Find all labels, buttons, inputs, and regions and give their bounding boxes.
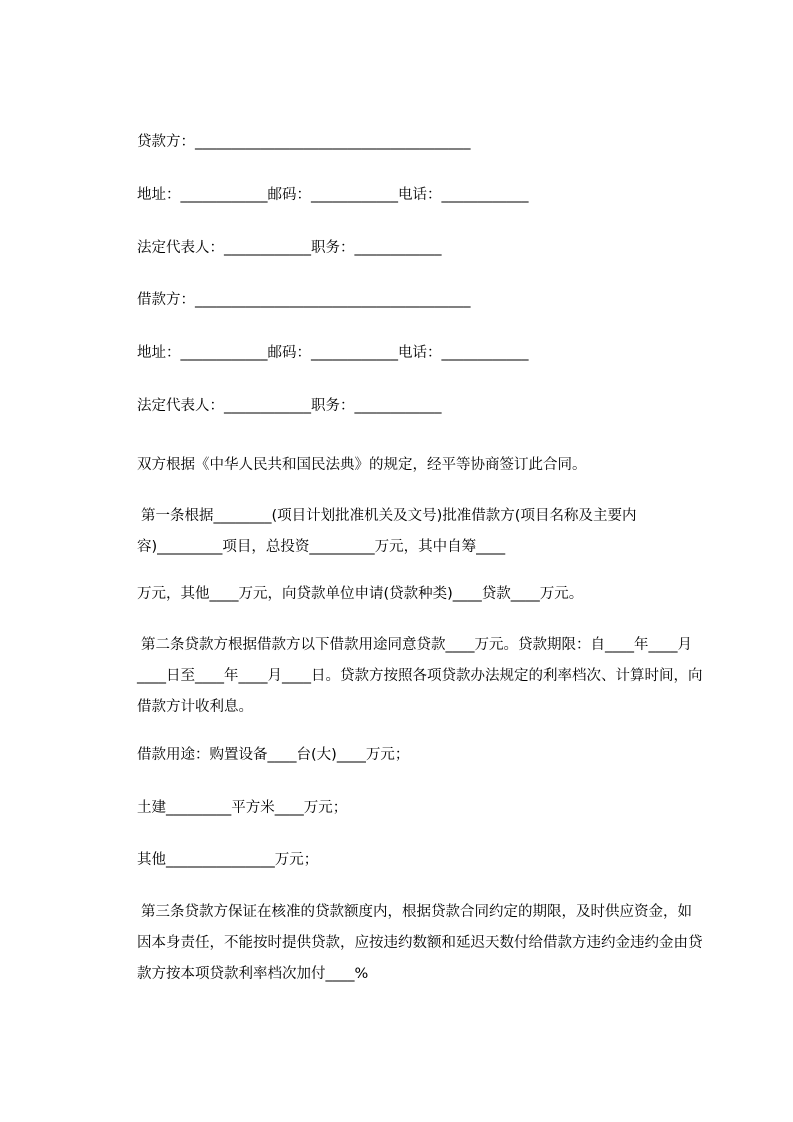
lender-name-line: 贷款方：______________________________________ — [137, 134, 471, 150]
article-1-continuation: 万元，其他____万元，向贷款单位申请(贷款种类)____贷款____万元。 — [137, 586, 584, 602]
borrower-representative-line: 法定代表人：____________职务：____________ — [137, 398, 442, 414]
article-2-paragraph: 第二条贷款方根据借款方以下借款用途同意贷款____万元。贷款期限：自____年____月____日至____年____月____日。贷款方按照各项贷款办法规定的利率档次、计算时间，向借款方计收利息。 — [137, 637, 703, 715]
article-1-paragraph: 第一条根据________(项目计划批准机关及文号)批准借款方(项目名称及主要内容)_________项目，总投资_________万元，其中自筹____ — [137, 508, 637, 555]
usage-other-line: 其他_______________万元； — [137, 852, 319, 868]
borrower-address-line: 地址：____________邮码：____________电话：____________ — [137, 345, 529, 361]
usage-equipment-line: 借款用途：购置设备____台(大)____万元； — [137, 747, 410, 763]
usage-construction-line: 土建_________平方米____万元； — [137, 800, 348, 816]
lender-address-line: 地址：____________邮码：____________电话：____________ — [137, 187, 529, 203]
lender-representative-line: 法定代表人：____________职务：____________ — [137, 240, 442, 256]
borrower-name-line: 借款方：______________________________________ — [137, 292, 471, 308]
intro-paragraph: 双方根据《中华人民共和国民法典》的规定，经平等协商签订此合同。 — [137, 457, 587, 473]
article-3-paragraph: 第三条贷款方保证在核准的贷款额度内，根据贷款合同约定的期限，及时供应资金，如因本身责任，不能按时提供贷款，应按违约数额和延迟天数付给借款方违约金违约金由贷款方按本项贷款利率档次加付____% — [137, 904, 703, 982]
